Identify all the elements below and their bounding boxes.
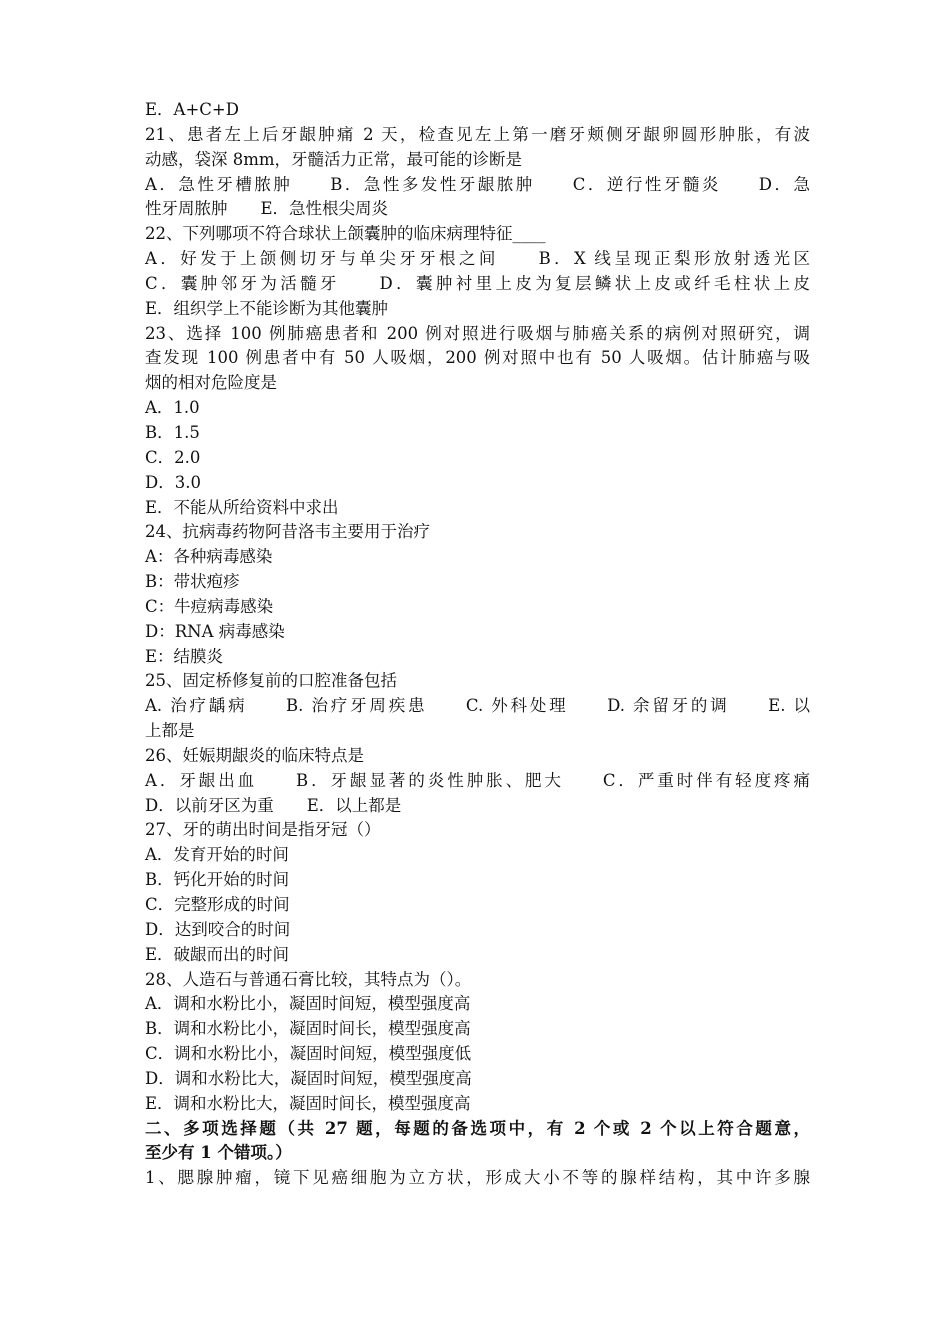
text-line: E．A+C+D bbox=[145, 100, 239, 119]
text-line: C．完整形成的时间 bbox=[145, 895, 290, 914]
text-line: 烟的相对危险度是 bbox=[145, 373, 277, 393]
text-line: A．好发于上颌侧切牙与单尖牙牙根之间 B．X 线呈现正梨形放射透光区 bbox=[145, 249, 810, 269]
text-line: B．调和水粉比小，凝固时间长，模型强度高 bbox=[145, 1019, 471, 1039]
text-line: 28、人造石与普通石膏比较，其特点为（）。 bbox=[145, 969, 472, 989]
text-line: 23、选择 100 例肺癌患者和 200 例对照进行吸烟与肺癌关系的病例对照研究，调 bbox=[145, 323, 810, 343]
text-line: D．达到咬合的时间 bbox=[145, 919, 291, 939]
text-line: D．3.0 bbox=[145, 472, 201, 492]
text-line: A．牙龈出血 B．牙龈显著的炎性肿胀、肥大 C．严重时伴有轻度疼痛 bbox=[145, 770, 810, 790]
text-line: C．囊肿邻牙为活髓牙 D．囊肿衬里上皮为复层鳞状上皮或纤毛柱状上皮 bbox=[145, 273, 810, 293]
text-line: 至少有 1 个错项。） bbox=[145, 1143, 292, 1163]
text-line: E．组织学上不能诊断为其他囊肿 bbox=[145, 298, 389, 318]
text-line: A．发育开始的时间 bbox=[145, 845, 289, 865]
document-page bbox=[145, 98, 810, 1191]
text-line: A．1.0 bbox=[145, 398, 200, 418]
text-line: B．钙化开始的时间 bbox=[145, 870, 290, 890]
text-line: 查发现 100 例患者中有 50 人吸烟，200 例对照中也有 50 人吸烟。估计肺癌与吸 bbox=[145, 348, 810, 368]
text-line: A：各种病毒感染 bbox=[145, 547, 273, 567]
text-line: E．调和水粉比大，凝固时间长，模型强度高 bbox=[145, 1093, 471, 1113]
text-line: C．调和水粉比小，凝固时间短，模型强度低 bbox=[145, 1044, 472, 1064]
text-line: 22、下列哪项不符合球状上颌囊肿的临床病理特征____ bbox=[145, 224, 546, 244]
text-line: B．1.5 bbox=[145, 422, 200, 442]
text-line: 21、患者左上后牙龈肿痛 2 天，检查见左上第一磨牙颊侧牙龈卵圆形肿胀，有波 bbox=[145, 124, 810, 144]
text-line: C．2.0 bbox=[145, 447, 201, 467]
text-line: D．调和水粉比大，凝固时间短，模型强度高 bbox=[145, 1068, 472, 1088]
text-line: 上都是 bbox=[145, 721, 195, 741]
text-line: E．不能从所给资料中求出 bbox=[145, 497, 339, 517]
text-line: 1、腮腺肿瘤，镜下见癌细胞为立方状，形成大小不等的腺样结构，其中许多腺 bbox=[145, 1168, 810, 1188]
text-line: 二、多项选择题（共 27 题，每题的备选项中，有 2 个或 2 个以上符合题意， bbox=[145, 1118, 810, 1138]
text-line: 25、固定桥修复前的口腔准备包括 bbox=[145, 671, 397, 691]
text-line: 性牙周脓肿 E．急性根尖周炎 bbox=[145, 199, 389, 219]
text-line: D：RNA 病毒感染 bbox=[145, 621, 285, 641]
text-line: C：牛痘病毒感染 bbox=[145, 596, 274, 616]
text-line: E．破龈而出的时间 bbox=[145, 944, 290, 964]
text-line: A．调和水粉比小，凝固时间短，模型强度高 bbox=[145, 994, 471, 1014]
text-line: 27、牙的萌出时间是指牙冠（） bbox=[145, 820, 381, 840]
text-line: 24、抗病毒药物阿昔洛韦主要用于治疗 bbox=[145, 522, 430, 542]
text-line: B：带状疱疹 bbox=[145, 572, 240, 592]
text-line: A. 治疗龋病 B. 治疗牙周疾患 C. 外科处理 D. 余留牙的调 E. 以 bbox=[145, 696, 810, 716]
text-line: 26、妊娠期龈炎的临床特点是 bbox=[145, 745, 364, 765]
text-line: E：结膜炎 bbox=[145, 646, 224, 666]
text-line: D．以前牙区为重 E．以上都是 bbox=[145, 795, 402, 815]
text-line: 动感，袋深 8mm，牙髓活力正常，最可能的诊断是 bbox=[145, 149, 523, 169]
text-line: A．急性牙槽脓肿 B．急性多发性牙龈脓肿 C．逆行性牙髓炎 D．急 bbox=[145, 174, 810, 194]
